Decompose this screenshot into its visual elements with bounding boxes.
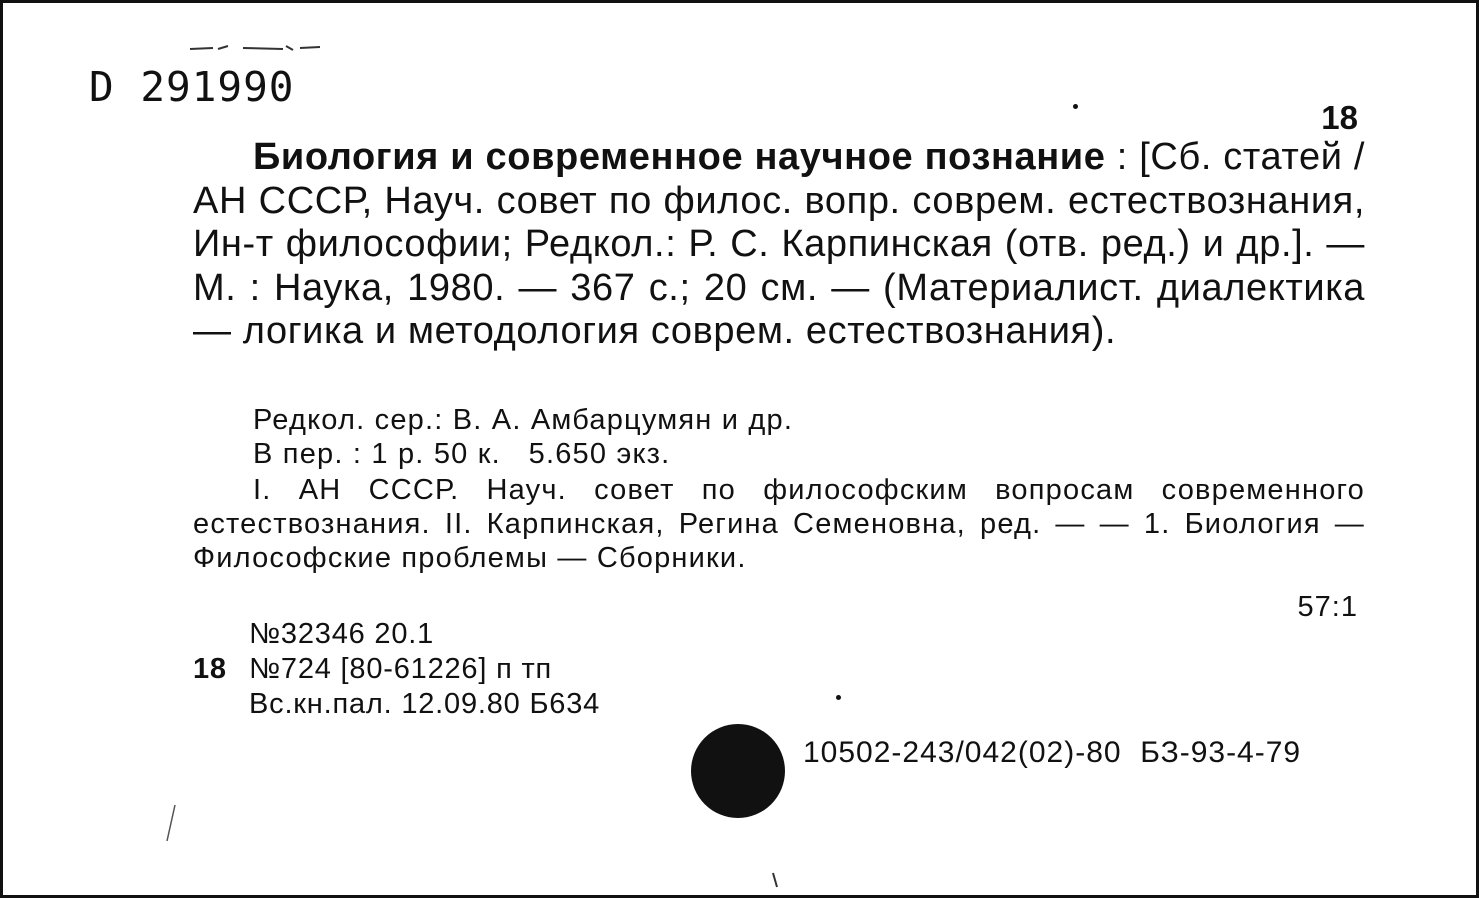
ink-tick [771,871,779,889]
book-title: Биология и современное научное познание [253,136,1106,178]
pencil-mark [163,803,183,843]
footer-code: 10502-243/042(02)-80 БЗ-93-4-79 [803,736,1302,769]
accession-line-2: №724 [80-61226] п тп [249,653,553,685]
accession-block [193,617,600,722]
series-editors-note: Редкол. сер.: В. А. Амбарцумян и др. [253,404,794,436]
bibliographic-entry [193,136,1365,354]
filled-circle-mark [691,724,785,818]
subject-tracings: I. АН СССР. Науч. совет по философским вопросам современного естествознания. II. Карпинская, Регина Семеновна, ред. — — 1. Биология — Философские проблемы — Сборники. [193,474,1365,574]
notes-section [193,403,1365,575]
accession-line-3: Вс.кн.пал. 12.09.80 Б634 [249,688,601,720]
ink-speck [1073,104,1078,109]
card-number: 18 [1321,99,1358,136]
price-print-run-note: В пер. : 1 р. 50 к. 5.650 экз. [253,438,671,470]
classification-index: 57:1 [1297,591,1358,623]
accession-prefix: 18 [193,653,227,685]
accession-line-1: №32346 20.1 [249,618,435,650]
call-number: D 291990 [89,63,295,111]
ink-speck [836,695,841,700]
entry-description: : [Сб. статей / АН СССР, Науч. совет по филос. вопр. соврем. естествознания, Ин-т философии; Редкол.: Р. С. Карпинская (отв. ред.) и др.]. — М. : Наука, 1980. — 367 с.; 20 см. — (Материалист. диалектика — логика и методология соврем. естествознания). [193,136,1365,352]
handwritten-scribble [188,41,323,53]
